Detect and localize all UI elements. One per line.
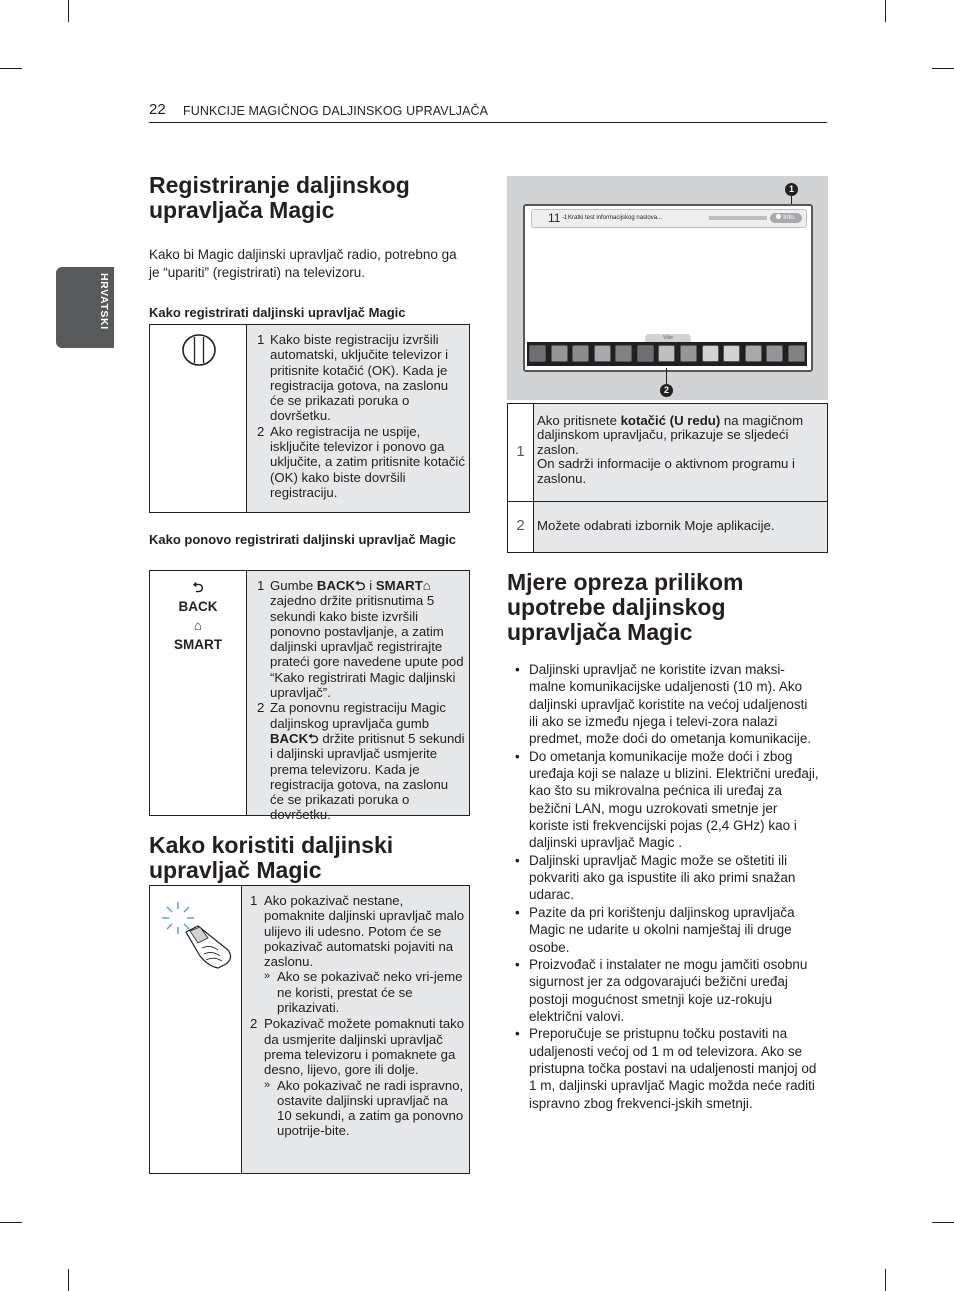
crop-mark xyxy=(885,1269,886,1291)
info-button[interactable] xyxy=(770,213,802,223)
dock-app-icon[interactable] xyxy=(680,345,697,362)
info-row-text: Ako pritisnete kotačić (U redu) na magičnom daljinskom upravljaču, prikazuje se sljedeći zaslon. On sadrži informacije o aktivnom programu i zaslonu. xyxy=(537,413,804,486)
reregister-icon-cell xyxy=(150,571,247,815)
reregister-steps-cell xyxy=(251,578,465,823)
dock-app-icon[interactable] xyxy=(745,345,762,362)
channel-subnumber: -1 xyxy=(562,215,568,221)
wheel-button-icon xyxy=(181,334,217,366)
intro-paragraph: Kako bi Magic daljinski upravljač radio, potrebno ga je “upariti” (registrirati) na televizoru. xyxy=(149,247,457,280)
register-step: 2 Ako registracija ne uspije, isključite televizor i ponovo ga uključite, a zatim pritisnite kotačić (OK) kako biste dovršili registraciju. xyxy=(257,423,465,500)
register-table xyxy=(149,324,470,513)
dock-app-icon[interactable] xyxy=(702,345,719,362)
dock-app-icon[interactable] xyxy=(766,345,783,362)
precautions-list xyxy=(514,661,819,1112)
usage-steps-cell xyxy=(246,893,465,1173)
back-return-icon: ⮌ xyxy=(192,580,204,595)
precaution-item: • Proizvođač i instalater ne mogu jamčiti osobnu sigurnost jer za odgovarajući bežični uređaj postoji mogućnost smetnji koje uz-rokuju električni valovi. xyxy=(515,956,808,1024)
info-row-number: 1 xyxy=(508,404,534,501)
precaution-item: • Daljinski upravljač Magic može se oštetiti ili pokvariti ako ga ispustite ili ako primi snažan udarac. xyxy=(515,852,796,903)
crop-mark xyxy=(885,0,886,22)
info-row-1 xyxy=(508,404,827,502)
callout-1: 1 xyxy=(785,183,798,196)
back-label: BACK xyxy=(178,599,218,614)
section-title-registration: Registriranje daljinskog upravljača Magic xyxy=(149,172,410,223)
dock-app-icon[interactable] xyxy=(723,345,740,362)
register-steps-cell xyxy=(251,332,465,512)
reregister-step: 1 Gumbe BACK⮌ i SMART⌂ zajedno držite pritisnutima 5 sekundi kako biste izvršili ponovno postavljanje, a zatim daljinski upravljač registrirajte prateći gore navedene upute pod “Kako registrirati Magic daljinski upravljač”. xyxy=(257,578,464,701)
callout-2: 2 xyxy=(660,384,673,397)
channel-number: 11 xyxy=(548,211,561,225)
progress-bar xyxy=(709,216,767,220)
precaution-item: • Pazite da pri korištenju daljinskog upravljača Magic ne udarite u okolni namještaj ili druge osobe. xyxy=(515,904,795,955)
crop-mark xyxy=(68,0,69,22)
program-title: Kratki test informacijskog naslova... xyxy=(568,215,663,221)
crop-mark xyxy=(0,68,22,69)
register-subtitle: Kako registrirati daljinski upravljač Magic xyxy=(149,305,406,320)
usage-icon-cell xyxy=(150,886,242,1173)
dock-app-icon[interactable] xyxy=(551,345,568,362)
info-row-text: Možete odabrati izbornik Moje aplikacije. xyxy=(537,518,775,533)
more-tab[interactable]: Više xyxy=(645,334,691,342)
dock-icons xyxy=(529,345,805,363)
usage-table xyxy=(149,885,470,1174)
register-icon-cell xyxy=(150,325,247,512)
language-side-tab xyxy=(56,267,114,348)
info-icon xyxy=(776,214,781,219)
dock-app-icon[interactable] xyxy=(658,345,675,362)
dock-app-icon[interactable] xyxy=(572,345,589,362)
usage-step: 1 Ako pokazivač nestane, pomaknite daljinski upravljač malo ulijevo ili udesno. Potom će se pokazivač automatski pojaviti na zaslonu. » Ako se pokazivač neko vri-jeme ne koristi, prestat će se prikazivati. xyxy=(250,893,465,1016)
precaution-item: • Do ometanja komunikacije može doći i zbog uređaja koji se nalaze u blizini. Električni uređaji, kao što su mikrovalna pećnica ili uređaj za bežični LAN, mogu uzrokovati smetnje jer koriste isti frekvencijski pojas (2,4 GHz) kao i daljinski upravljač Magic . xyxy=(515,748,819,851)
tv-display xyxy=(523,204,813,372)
tv-screen-illustration xyxy=(507,176,828,400)
section-title-usage: Kako koristiti daljinski upravljač Magic xyxy=(149,832,394,883)
dock-app-icon[interactable] xyxy=(637,345,654,362)
section-title-precautions: Mjere opreza prilikom upotrebe daljinskog upravljača Magic xyxy=(507,569,744,645)
precaution-item: • Daljinski upravljač ne koristite izvan maksi-malne komunikacijske udaljenosti (10 m). Ako daljinski upravljač koristite na većoj udaljenosti ili ako se između njega i televi-zora nalazi predmet, može doći do ometanja komunikacije. xyxy=(515,662,812,747)
info-bar xyxy=(531,209,807,228)
dock-app-icon[interactable] xyxy=(615,345,632,362)
usage-note: » Ako se pokazivač neko vri-jeme ne koristi, prestat će se prikazivati. xyxy=(264,969,463,1016)
usage-step: 2 Pokazivač možete pomaknuti tako da usmjerite daljinski upravljač prema televizoru i pomaknete ga desno, lijevo, gore ili dolje. » Ako pokazivač ne radi ispravno, ostavite daljinski upravljač na 10 sekundi, a zatim ga ponovno upotrije-bite. xyxy=(250,1016,465,1139)
info-row-2 xyxy=(508,502,827,552)
reregister-table xyxy=(149,570,470,823)
page-header xyxy=(149,101,827,123)
dock-app-icon[interactable] xyxy=(788,345,805,362)
running-title: FUNKCIJE MAGIČNOG DALJINSKOG UPRAVLJAČA xyxy=(183,104,489,118)
info-row-number: 2 xyxy=(508,502,534,552)
smart-home-icon: ⌂ xyxy=(193,618,203,633)
crop-mark xyxy=(68,1269,69,1291)
crop-mark xyxy=(932,1222,954,1223)
register-step: 1 Kako biste registraciju izvršili automatski, uključite televizor i pritisnite kotačić (OK). Kada je registracija gotova, na zaslonu će se prikazati poruka o dovršetku. xyxy=(257,332,449,424)
callout-2-leader xyxy=(666,368,667,384)
screen-info-table xyxy=(507,403,828,553)
pointer-remote-icon xyxy=(158,898,240,970)
reregister-step: 2 Za ponovnu registraciju Magic daljinskog upravljača gumb BACK⮌ držite pritisnut 5 sekundi i daljinski upravljač usmjerite prema televizoru. Kada je registracija gotova, na zaslonu će se prikazati poruka o dovršetku. xyxy=(257,700,465,823)
precaution-item: • Preporučuje se pristupnu točku postaviti na udaljenosti većoj od 1 m od televizora. Ako se pristupna točka postavi na udaljenosti manjoj od 1 m, daljinski upravljač Magic možda neće raditi ispravno zbog frekvenci-jskih smetnji. xyxy=(515,1026,817,1111)
dock-app-icon[interactable] xyxy=(594,345,611,362)
smart-label: SMART xyxy=(174,637,222,652)
crop-mark xyxy=(0,1222,22,1223)
page-number: 22 xyxy=(149,101,166,118)
crop-mark xyxy=(932,68,954,69)
usage-note: » Ako pokazivač ne radi ispravno, ostavite daljinski upravljač na 10 sekundi, a zatim ga ponovno upotrije-bite. xyxy=(264,1077,464,1139)
side-tab-label: HRVATSKI xyxy=(98,273,110,330)
app-dock xyxy=(527,342,807,366)
info-button-label: Info. xyxy=(783,214,796,221)
dock-app-icon[interactable] xyxy=(529,345,546,362)
reregister-subtitle: Kako ponovo registrirati daljinski upravljač Magic xyxy=(149,532,457,547)
